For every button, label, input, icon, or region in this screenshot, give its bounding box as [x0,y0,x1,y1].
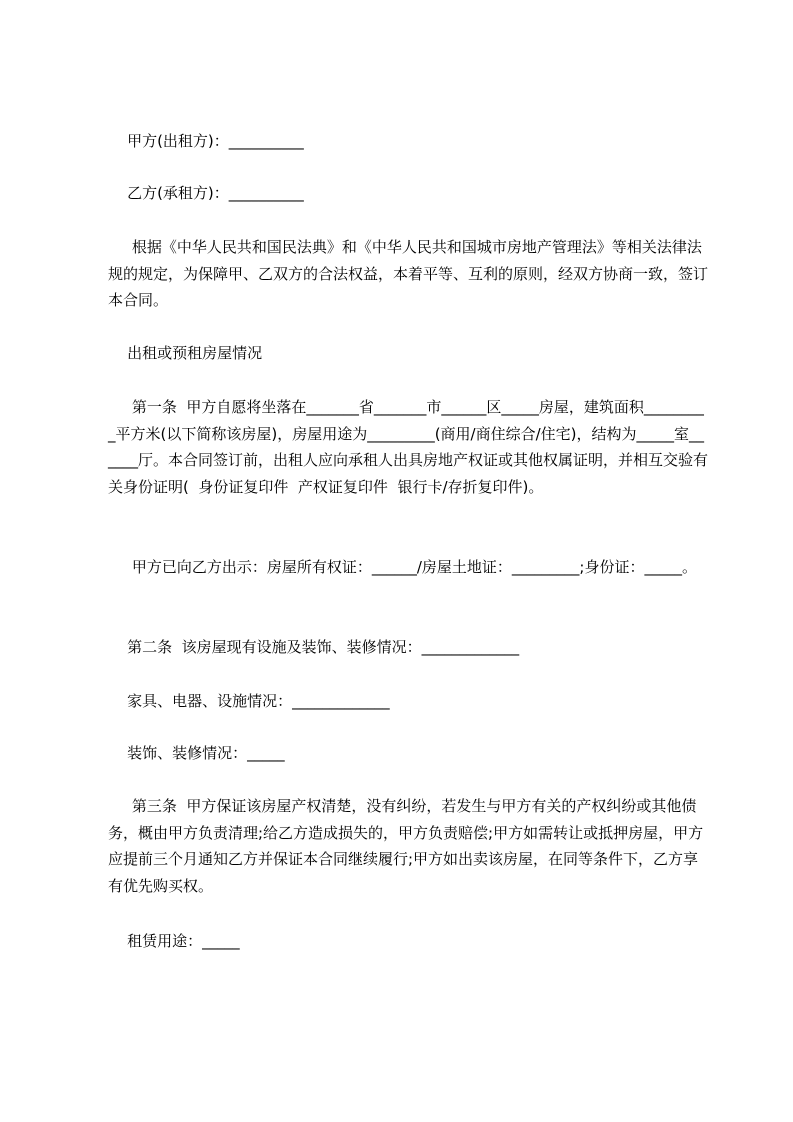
decoration-line: 装饰、装修情况：_____ [108,744,285,762]
lease-purpose-line: 租赁用途：_____ [108,932,240,950]
section-heading-premises: 出租或预租房屋情况 [108,344,263,362]
party-b-line: 乙方(承租方)：__________ [108,184,304,202]
furniture-appliances-line: 家具、电器、设施情况：_____________ [108,692,390,710]
party-a-line: 甲方(出租方)：__________ [108,132,304,150]
article-2-line: 第二条 该房屋现有设施及装饰、装修情况：_____________ [108,638,520,656]
preamble-paragraph: 根据《中华人民共和国民法典》和《中华人民共和国城市房地产管理法》等相关法律法规的规定，为保障甲、乙双方的合法权益，本着平等、互利的原则，经双方协商一致，签订本合同。 [108,238,709,309]
certificates-paragraph: 甲方已向乙方出示：房屋所有权证：______/房屋土地证：_________;身份证：_____。 [108,558,697,576]
article-1-paragraph: 第一条 甲方自愿将坐落在_______省_______市______区_____房屋，建筑面积_________平方米(以下简称该房屋)，房屋用途为_________(商用/商住综合/住宅)，结构为_____室______厅。本合同签订前，出租人应向承租人出具房地产权证或其他权属证明，并相互交验有关身份证明( 身份证复印件 产权证复印件 银行卡/存折复印件)。 [108,398,709,496]
article-3-paragraph: 第三条 甲方保证该房屋产权清楚，没有纠纷，若发生与甲方有关的产权纠纷或其他债务，概由甲方负责清理;给乙方造成损失的，甲方负责赔偿;甲方如需转让或抵押房屋，甲方应提前三个月通知乙方并保证本合同继续履行;甲方如出卖该房屋，在同等条件下，乙方享有优先购买权。 [108,797,704,895]
